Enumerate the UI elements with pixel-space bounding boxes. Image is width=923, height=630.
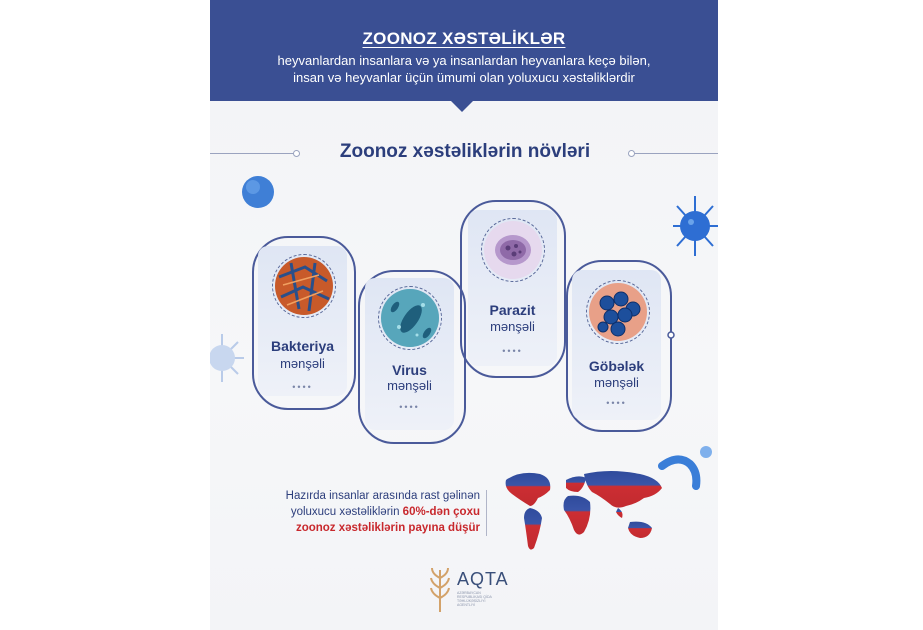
stat-highlight: 60%-dən çoxu bbox=[402, 506, 480, 518]
dots-virus: •••• bbox=[399, 402, 420, 412]
banner-subtitle bbox=[210, 52, 718, 86]
type-title-virus: Virus bbox=[392, 362, 427, 378]
stat-line3: zoonoz xəstəliklərin payına düşür bbox=[295, 522, 480, 534]
stat-divider bbox=[486, 490, 487, 536]
virus-decoration-icon bbox=[665, 190, 718, 260]
infographic-poster bbox=[210, 0, 718, 630]
stat-line2-text: yoluxucu xəstəliklərin bbox=[290, 506, 403, 518]
banner-notch bbox=[450, 100, 474, 112]
type-title-fungus: Göbələk bbox=[588, 358, 645, 374]
section-dot-left bbox=[293, 150, 300, 157]
world-map-icon bbox=[500, 466, 670, 558]
statistic-text bbox=[232, 488, 480, 536]
logo-wheat-icon bbox=[428, 564, 452, 614]
pill-end-dot bbox=[666, 330, 676, 340]
virus-circle bbox=[378, 286, 442, 350]
bacteria-icon bbox=[275, 257, 333, 315]
stat-line2 bbox=[232, 504, 480, 520]
dots-fungus: •••• bbox=[606, 398, 627, 408]
dots-bacteria: •••• bbox=[292, 382, 313, 392]
fungus-circle bbox=[586, 280, 650, 344]
type-title-parasite: Parazit bbox=[489, 302, 536, 318]
virus-icon bbox=[381, 289, 439, 347]
section-dot-right bbox=[628, 150, 635, 157]
parasite-icon bbox=[484, 221, 542, 279]
logo-name: AQTA bbox=[457, 569, 509, 589]
section-line-right bbox=[630, 153, 718, 154]
parasite-circle bbox=[481, 218, 545, 282]
type-sub-virus: mənşəli bbox=[387, 378, 432, 393]
section-title: Zoonoz xəstəliklərin növləri bbox=[339, 141, 591, 162]
type-sub-fungus: mənşəli bbox=[594, 375, 639, 390]
banner-subtitle-line2: insan və heyvanlar üçün ümumi olan yoluxucu xəstəliklərdir bbox=[293, 70, 635, 85]
type-sub-bacteria: mənşəli bbox=[280, 356, 325, 371]
banner-title: ZOONOZ XƏSTƏLİKLƏR bbox=[362, 29, 566, 48]
bacteria-circle bbox=[272, 254, 336, 318]
faded-virus-icon bbox=[210, 330, 250, 386]
fungus-icon bbox=[589, 283, 647, 341]
header-banner bbox=[210, 0, 718, 101]
banner-subtitle-line1: heyvanlardan insanlara və ya insanlardan heyvanlara keçə bilən, bbox=[277, 53, 651, 68]
logo-subtitle: AZƏRBAYCAN RESPUBLİKASI QİDA TƏHLÜKƏSİZLİYİ AGENTLİYİ bbox=[457, 591, 492, 607]
dots-parasite: •••• bbox=[502, 346, 523, 356]
type-title-bacteria: Bakteriya bbox=[270, 338, 335, 354]
section-line-left bbox=[210, 153, 295, 154]
blue-blob-icon bbox=[238, 172, 278, 212]
type-sub-parasite: mənşəli bbox=[490, 319, 535, 334]
stat-line1: Hazırda insanlar arasında rast gəlinən bbox=[285, 490, 480, 502]
